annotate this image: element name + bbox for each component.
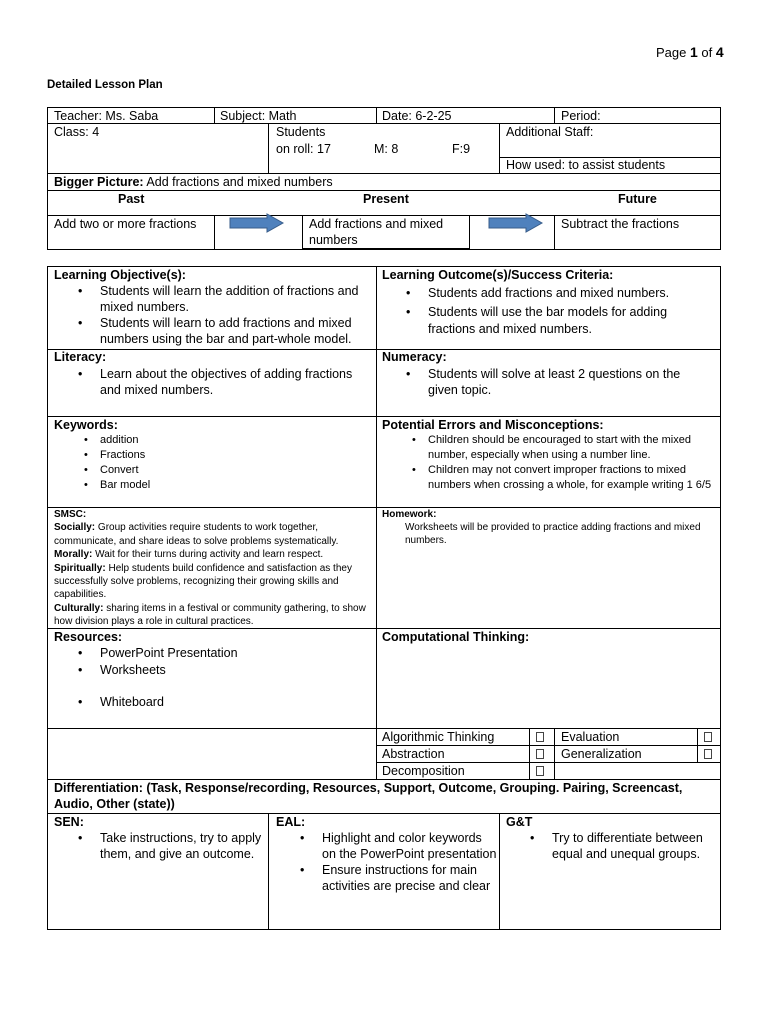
list-item: • Students add fractions and mixed numbers. <box>382 285 712 302</box>
page-label: Page <box>656 45 687 60</box>
subject-field: Subject: Math <box>220 109 297 123</box>
students-label: Students <box>276 125 326 139</box>
gt-title: G&T <box>506 815 533 829</box>
literacy-list <box>54 366 376 398</box>
bigger-picture <box>54 174 333 190</box>
bigger-picture-label: Bigger Picture: <box>54 175 144 189</box>
arrow-right-icon <box>488 213 544 233</box>
date-field: Date: 6-2-25 <box>382 109 452 123</box>
list-item: • Children may not convert improper fractions to mixed numbers when crossing a whole, for example writing 1 6/5 <box>382 463 718 493</box>
objectives-title: Learning Objective(s): <box>54 268 186 282</box>
female-count: F:9 <box>452 142 471 156</box>
culturally-text: sharing items in a festival or community gathering, to show how division plays a role in cultural practices. <box>54 602 366 628</box>
algorithmic-thinking-label: Algorithmic Thinking <box>382 730 495 744</box>
objectives-list <box>54 283 376 347</box>
list-item: • Students will learn to add fractions and mixed numbers using the bar and part-whole model. <box>54 315 376 347</box>
present-content: Add fractions and mixed numbers <box>309 217 444 247</box>
generalization-label: Generalization <box>561 747 642 761</box>
eal-list <box>276 830 498 894</box>
generalization-checkbox[interactable] <box>704 749 712 759</box>
page-number <box>656 44 724 61</box>
list-item: • Whiteboard <box>54 694 376 711</box>
page-of: of <box>701 45 713 60</box>
abstraction-checkbox[interactable] <box>536 749 544 759</box>
period-field: Period: <box>561 109 601 123</box>
past-heading: Past <box>118 192 145 206</box>
smsc-morally <box>54 548 372 561</box>
keywords-title: Keywords: <box>54 418 118 432</box>
list-item: • Convert <box>54 463 376 478</box>
page-current: 1 <box>690 44 698 60</box>
list-item: • Learn about the objectives of adding fractions and mixed numbers. <box>54 366 376 398</box>
list-item: • Take instructions, try to apply them, and give an outcome. <box>54 830 264 862</box>
differentiation-title: Differentiation: (Task, Response/recording, Resources, Support, Outcome, Grouping. Pairing, Screencast, Audio, Other (state)) <box>54 781 683 811</box>
smsc-socially <box>54 521 372 548</box>
page-total: 4 <box>715 44 724 60</box>
smsc-title: SMSC: <box>54 509 87 520</box>
abstraction-label: Abstraction <box>382 747 445 761</box>
algorithmic-checkbox[interactable] <box>536 732 544 742</box>
present-heading: Present <box>363 192 409 206</box>
list-item: • Worksheets <box>54 662 376 679</box>
decomposition-checkbox[interactable] <box>536 766 544 776</box>
keywords-list <box>54 433 376 493</box>
gt-list <box>506 830 716 862</box>
evaluation-label: Evaluation <box>561 730 620 744</box>
list-item: • Try to differentiate between equal and unequal groups. <box>506 830 716 862</box>
decomposition-label: Decomposition <box>382 764 465 778</box>
past-content: Add two or more fractions <box>54 217 197 231</box>
numeracy-list <box>382 366 712 398</box>
list-item: • addition <box>54 433 376 448</box>
list-item: • Students will learn the addition of fractions and mixed numbers. <box>54 283 376 315</box>
smsc-culturally <box>54 602 372 629</box>
class-field: Class: 4 <box>54 125 100 139</box>
evaluation-checkbox[interactable] <box>704 732 712 742</box>
morally-text: Wait for their turns during activity and learn respect. <box>95 549 324 561</box>
smsc-section <box>54 508 372 629</box>
morally-label: Morally: <box>54 549 93 561</box>
students-on-roll: on roll: 17 <box>276 142 331 156</box>
smsc-spiritually <box>54 562 372 602</box>
computational-title: Computational Thinking: <box>382 630 530 644</box>
male-count: M: 8 <box>374 142 399 156</box>
resources-list <box>54 645 376 711</box>
culturally-label: Culturally: <box>54 602 104 614</box>
arrow-right-icon <box>229 213 285 233</box>
list-item: • Fractions <box>54 448 376 463</box>
list-item: • Students will solve at least 2 questions on the given topic. <box>382 366 712 398</box>
list-item: • Ensure instructions for main activities are precise and clear <box>276 862 498 894</box>
errors-list <box>382 433 718 493</box>
list-item: • Children should be encouraged to start with the mixed number, especially when using a number line. <box>382 433 718 463</box>
homework-title: Homework: <box>382 509 437 520</box>
additional-staff: Additional Staff: <box>506 125 594 139</box>
spiritually-text: Help students build confidence and satisfaction as they successfully solve problems, recognizing their growing skills and capabilities. <box>54 562 352 601</box>
future-content: Subtract the fractions <box>561 217 680 231</box>
socially-text: Group activities require students to work together, communicate, and share ideas to solve problems systematically. <box>54 522 339 547</box>
spiritually-label: Spiritually: <box>54 562 106 574</box>
sen-list <box>54 830 264 862</box>
outcomes-list <box>382 285 712 338</box>
eal-title: EAL: <box>276 815 306 829</box>
outcomes-title: Learning Outcome(s)/Success Criteria: <box>382 268 614 282</box>
bigger-picture-value: Add fractions and mixed numbers <box>146 175 333 189</box>
sen-title: SEN: <box>54 815 84 829</box>
socially-label: Socially: <box>54 522 96 534</box>
numeracy-title: Numeracy: <box>382 350 447 364</box>
literacy-title: Literacy: <box>54 350 107 364</box>
list-item: • PowerPoint Presentation <box>54 645 376 662</box>
doc-title: Detailed Lesson Plan <box>47 79 163 91</box>
resources-title: Resources: <box>54 630 123 644</box>
homework-text: Worksheets will be provided to practice adding fractions and mixed numbers. <box>405 522 701 547</box>
future-heading: Future <box>618 192 657 206</box>
list-item: • Students will use the bar models for adding fractions and mixed numbers. <box>382 304 712 338</box>
list-item: • Highlight and color keywords on the PowerPoint presentation <box>276 830 498 862</box>
errors-title: Potential Errors and Misconceptions: <box>382 418 604 432</box>
teacher-field: Teacher: Ms. Saba <box>54 109 159 123</box>
list-item: • Bar model <box>54 478 376 493</box>
how-used: How used: to assist students <box>506 158 666 172</box>
